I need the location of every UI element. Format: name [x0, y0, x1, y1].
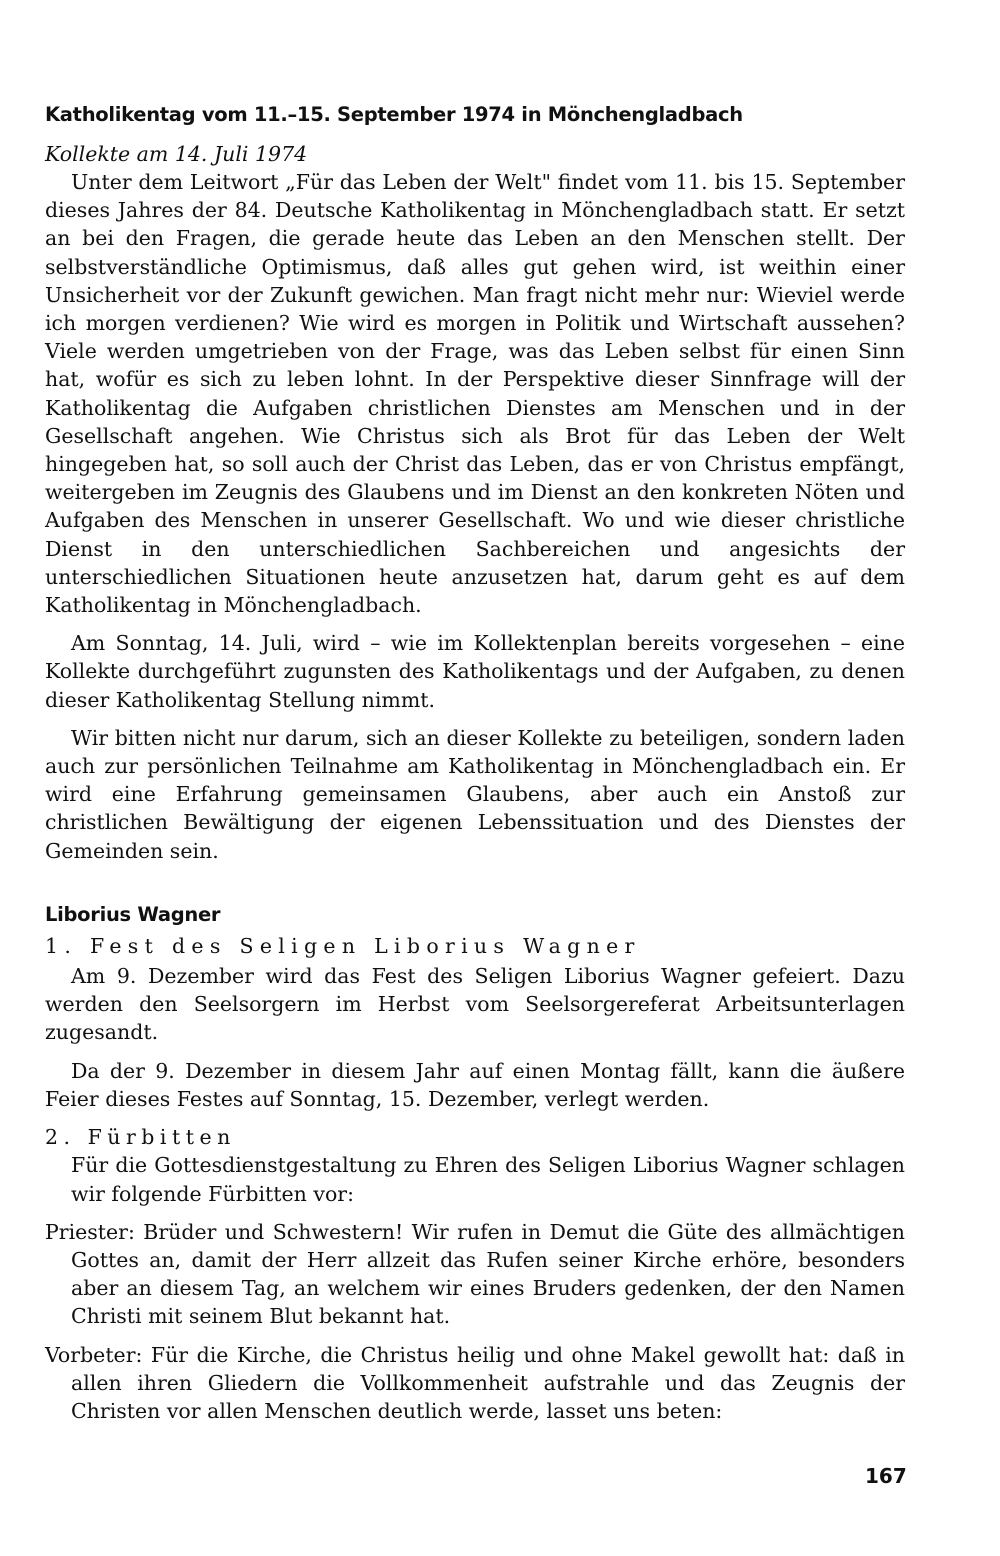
- page-content: [45, 100, 905, 1425]
- paragraph-invitation: Wir bitten nicht nur darum, sich an dieser Kollekte zu beteiligen, sondern laden auch zur persönlichen Teilnahme am Katholikentag in Mönchengladbach ein. Er wird eine Erfahrung gemeinsamen Glaubens, aber auch ein Anstoß zur christlichen Bewältigung der eigenen Lebenssituation und des Dienstes der Gemeinden sein.: [45, 725, 905, 863]
- page-number: 167: [865, 1464, 907, 1488]
- subheading-feast: 1. Fest des Seligen Liborius Wagner: [45, 933, 641, 958]
- paragraph-feast-date: Am 9. Dezember wird das Fest des Seligen Liborius Wagner gefeiert. Dazu werden den Seelsorgern im Herbst vom Seelsorgereferat Arbeitsunterlagen zugesandt.: [45, 964, 905, 1045]
- collection-date-subtitle: Kollekte am 14. Juli 1974: [45, 142, 308, 166]
- paragraph-feast-transfer: Da der 9. Dezember in diesem Jahr auf einen Montag fällt, kann die äußere Feier dieses Festes auf Sonntag, 15. Dezember, verlegt werden.: [45, 1058, 905, 1111]
- paragraph-collection-notice: Am Sonntag, 14. Juli, wird – wie im Kollektenplan bereits vorgesehen – eine Kollekte durchgeführt zugunsten des Katholikentags und der Aufgaben, zu denen dieser Katholikentag Stellung nimmt.: [45, 631, 905, 712]
- paragraph-priest-prayer: Priester: Brüder und Schwestern! Wir rufen in Demut die Güte des allmächtigen Gottes an, damit der Herr allzeit das Rufen seiner Kirche erhöre, besonders aber an diesem Tag, an welchem wir eines Bruders gedenken, der den Namen Christi mit seinem Blut bekannt hat.: [45, 1219, 905, 1329]
- section-heading-katholikentag: Katholikentag vom 11.–15. September 1974 in Mönchengladbach: [45, 103, 743, 126]
- subheading-intercessions: 2. Fürbitten: [45, 1125, 236, 1150]
- paragraph-katholikentag-intro: Unter dem Leitwort „Für das Leben der Welt" findet vom 11. bis 15. September dieses Jahres der 84. Deutsche Katholikentag in Mönchengladbach statt. Er setzt an bei den Fragen, die gerade heute das Leben an den Menschen stellt. Der selbstverständliche Optimismus, daß alles gut gehen wird, ist weithin einer Unsicherheit vor der Zukunft gewichen. Man fragt nicht mehr nur: Wieviel werde ich morgen verdienen? Wie wird es morgen in Politik und Wirtschaft aussehen? Viele werden umgetrieben von der Frage, was das Leben selbst für einen Sinn hat, wofür es sich zu leben lohnt. In der Perspektive dieser Sinnfrage will der Katholikentag die Aufgaben christlichen Dienstes am Menschen und in der Gesellschaft angehen. Wie Christus sich als Brot für das Leben der Welt hingegeben hat, so soll auch der Christ das Leben, das er von Christus empfängt, weitergeben im Zeugnis des Glaubens und im Dienst an den konkreten Nöten und Aufgaben des Menschen in unserer Gesellschaft. Wo und wie dieser christliche Dienst in den unterschiedlichen Sachbereichen und angesichts der unterschiedlichen Situationen heute anzusetzen hat, darum geht es auf dem Katholikentag in Mönchengladbach.: [45, 170, 905, 618]
- paragraph-intercessions-intro: Für die Gottesdienstgestaltung zu Ehren des Seligen Liborius Wagner schlagen wir folgende Fürbitten vor:: [71, 1153, 905, 1206]
- paragraph-reader-prayer: Vorbeter: Für die Kirche, die Christus heilig und ohne Makel gewollt hat: daß in allen ihren Gliedern die Vollkommenheit aufstrahle und das Zeugnis der Christen vor allen Menschen deutlich werde, lasset uns beten:: [45, 1342, 905, 1423]
- section-heading-liborius-wagner: Liborius Wagner: [45, 902, 221, 926]
